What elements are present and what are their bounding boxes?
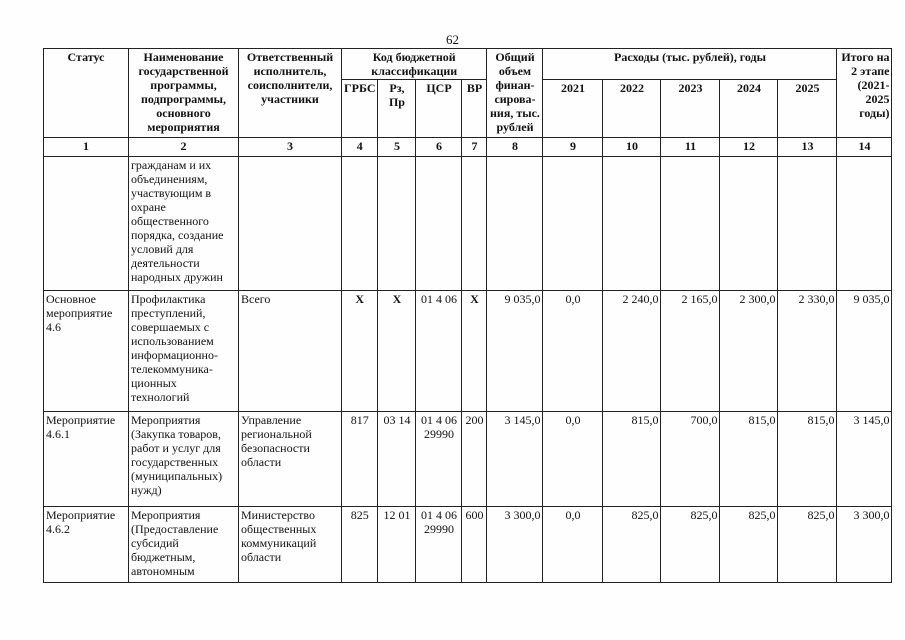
cell-total: 9 035,0 [487, 291, 543, 412]
column-number: 2 [129, 138, 239, 157]
page-number: 62 [446, 32, 459, 47]
cell-vr: X [462, 291, 487, 412]
column-number: 10 [603, 138, 661, 157]
cell-2021: 0,0 [543, 507, 603, 583]
header-executor: Ответственный исполнитель, соисполнители, участники [239, 49, 342, 138]
cell-rzpr [378, 157, 416, 291]
cell-2022: 2 240,0 [603, 291, 661, 412]
cell-total [487, 157, 543, 291]
cell-2024: 815,0 [720, 412, 778, 507]
cell-total: 3 300,0 [487, 507, 543, 583]
cell-name: гражданам и их объединениям, участвующим в охране общественного порядка, создание условий для деятельности народных дружин [129, 157, 239, 291]
cell-2024: 2 300,0 [720, 291, 778, 412]
column-number: 12 [720, 138, 778, 157]
header-year-2023: 2023 [661, 80, 720, 138]
header-budget-code: Код бюджетной классификации [342, 49, 487, 80]
cell-grbs: 817 [342, 412, 378, 507]
cell-rzpr: X [378, 291, 416, 412]
header-year-2021: 2021 [543, 80, 603, 138]
cell-vr: 200 [462, 412, 487, 507]
cell-executor: Министерство общественных коммуникаций области [239, 507, 342, 583]
column-number-row [44, 138, 892, 157]
cell-2025 [778, 157, 837, 291]
cell-2022: 815,0 [603, 412, 661, 507]
cell-executor: Управление региональной безопасности области [239, 412, 342, 507]
cell-2023: 700,0 [661, 412, 720, 507]
cell-2024 [720, 157, 778, 291]
header-rzpr: Рз, Пр [378, 80, 416, 138]
column-number: 13 [778, 138, 837, 157]
budget-table [43, 48, 892, 583]
cell-status [44, 157, 129, 291]
column-number: 6 [416, 138, 462, 157]
header-year-2022: 2022 [603, 80, 661, 138]
cell-2024: 825,0 [720, 507, 778, 583]
header-year-2024: 2024 [720, 80, 778, 138]
cell-2025: 2 330,0 [778, 291, 837, 412]
header-expenses: Расходы (тыс. рублей), годы [543, 49, 837, 80]
column-number: 7 [462, 138, 487, 157]
cell-status: Основное мероприятие 4.6 [44, 291, 129, 412]
column-number: 9 [543, 138, 603, 157]
cell-status: Мероприятие 4.6.1 [44, 412, 129, 507]
cell-rzpr: 12 01 [378, 507, 416, 583]
table-row [44, 507, 892, 583]
cell-status: Мероприятие 4.6.2 [44, 507, 129, 583]
table-row [44, 157, 892, 291]
cell-2023 [661, 157, 720, 291]
column-number: 8 [487, 138, 543, 157]
cell-csr: 01 4 06 29990 [416, 412, 462, 507]
header-year-2025: 2025 [778, 80, 837, 138]
column-number: 1 [44, 138, 129, 157]
column-number: 14 [837, 138, 892, 157]
header-csr: ЦСР [416, 80, 462, 138]
header-name: Наименование государственной программы, подпрограммы, основного мероприятия [129, 49, 239, 138]
cell-itogo [837, 157, 892, 291]
column-number: 11 [661, 138, 720, 157]
cell-2021 [543, 157, 603, 291]
cell-grbs: 825 [342, 507, 378, 583]
cell-csr: 01 4 06 29990 [416, 507, 462, 583]
cell-2022: 825,0 [603, 507, 661, 583]
cell-2021: 0,0 [543, 291, 603, 412]
header-row-1 [44, 49, 892, 80]
cell-csr: 01 4 06 [416, 291, 462, 412]
column-number: 4 [342, 138, 378, 157]
cell-2022 [603, 157, 661, 291]
header-grbs: ГРБС [342, 80, 378, 138]
table-row [44, 412, 892, 507]
cell-name: Мероприятия (Предоставление субсидий бюджетным, автономным [129, 507, 239, 583]
cell-vr: 600 [462, 507, 487, 583]
cell-2025: 815,0 [778, 412, 837, 507]
cell-csr [416, 157, 462, 291]
cell-2023: 825,0 [661, 507, 720, 583]
header-vr: ВР [462, 80, 487, 138]
cell-name: Мероприятия (Закупка товаров, работ и услуг для государственных (муниципальных) нужд) [129, 412, 239, 507]
cell-itogo: 3 145,0 [837, 412, 892, 507]
header-total-volume: Общий объем финан- сирова- ния, тыс. рублей [487, 49, 543, 138]
cell-executor [239, 157, 342, 291]
header-status: Статус [44, 49, 129, 138]
header-itogo: Итого на 2 этапе (2021- 2025 годы) [837, 49, 892, 138]
cell-name: Профилактика преступлений, совершаемых с использованием информационно- телекоммуника- ционных технологий [129, 291, 239, 412]
cell-itogo: 3 300,0 [837, 507, 892, 583]
cell-rzpr: 03 14 [378, 412, 416, 507]
table-row [44, 291, 892, 412]
cell-2021: 0,0 [543, 412, 603, 507]
column-number: 5 [378, 138, 416, 157]
column-number: 3 [239, 138, 342, 157]
cell-2025: 825,0 [778, 507, 837, 583]
cell-vr [462, 157, 487, 291]
cell-itogo: 9 035,0 [837, 291, 892, 412]
cell-total: 3 145,0 [487, 412, 543, 507]
cell-grbs [342, 157, 378, 291]
cell-executor: Всего [239, 291, 342, 412]
cell-grbs: X [342, 291, 378, 412]
cell-2023: 2 165,0 [661, 291, 720, 412]
